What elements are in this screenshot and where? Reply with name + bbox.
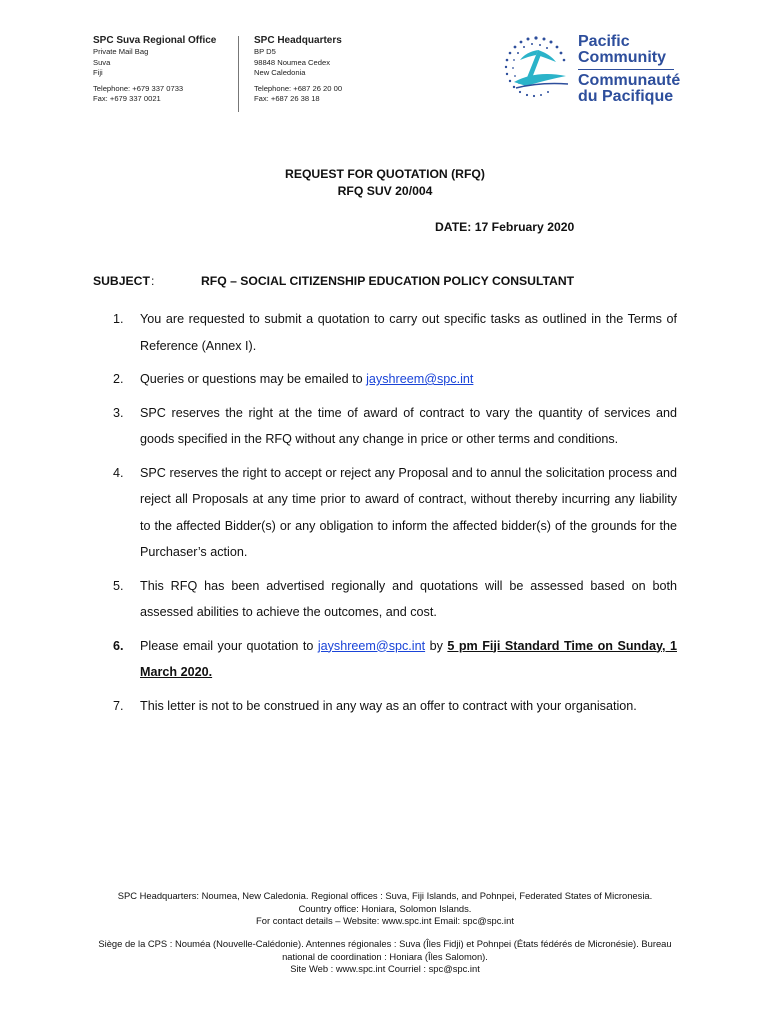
list-item-text: Queries or questions may be emailed to: [140, 372, 367, 386]
subject-label: SUBJECT: [93, 274, 150, 288]
footer-english: [0, 890, 770, 928]
document-title: REQUEST FOR QUOTATION (RFQ): [285, 167, 485, 181]
list-item-number: 4.: [113, 465, 124, 480]
document-date: DATE: 17 February 2020: [435, 220, 575, 234]
instructions-list: [113, 306, 677, 726]
letterhead-divider: [238, 36, 239, 112]
document-heading: [0, 166, 770, 200]
list-item-text: You are requested to submit a quotation to carry out specific tasks as outlined in the Terms of Reference (Annex I).: [140, 312, 677, 353]
hq-office-address: [254, 34, 342, 105]
submission-deadline: 5 pm Fiji Standard Time on Sunday, 1 March 2020.: [140, 638, 677, 679]
list-item-text: Please email your quotation to: [140, 638, 318, 653]
footer-line: national de coordination : Honiara (Îles Salomon).: [282, 950, 488, 962]
pacific-community-logo: [496, 32, 696, 104]
suva-telephone: Telephone: +679 337 0733: [93, 83, 184, 93]
subject-value: RFQ – SOCIAL CITIZENSHIP EDUCATION POLICY CONSULTANT: [201, 274, 575, 288]
subject-row: [93, 274, 575, 288]
footer-line: Country office: Honiara, Solomon Islands.: [298, 902, 472, 914]
list-item-text: SPC reserves the right to accept or reject any Proposal and to annul the solicitation process and reject all Proposals at any time prior to award of contract, without thereby incurring any liability to the affected Bidder(s) or any obligation to inform the affected bidder(s) of the grounds for the Purchaser’s action.: [140, 465, 677, 559]
list-item-number: 7.: [113, 698, 124, 713]
list-item-text: This RFQ has been advertised regionally and quotations will be assessed based on both assessed abilities to achieve the outcomes, and cost.: [140, 578, 677, 619]
footer-line: Site Web : www.spc.int Courriel : spc@spc.int: [290, 963, 480, 975]
email-link[interactable]: jayshreem@spc.int: [317, 638, 426, 653]
footer-line: SPC Headquarters: Noumea, New Caledonia. Regional offices : Suva, Fiji Islands, and Pohnpei, Federated States of Micronesia.: [117, 890, 653, 901]
hq-address-line: New Caledonia: [254, 68, 306, 78]
list-item-number: 6.: [113, 638, 124, 653]
list-item: [113, 400, 677, 453]
suva-office-title: SPC Suva Regional Office: [93, 35, 217, 46]
suva-address-line: Suva: [93, 57, 111, 67]
suva-address-line: Fiji: [93, 68, 103, 78]
footer-line: Siège de la CPS : Nouméa (Nouvelle-Calédonie). Antennes régionales : Suva (Îles Fidji) et Pohnpei (États fédérés de Micronésie). Bureau: [98, 938, 672, 949]
list-item-number: 2.: [113, 372, 124, 386]
suva-office-address: [93, 34, 216, 105]
suva-fax: Fax: +679 337 0021: [93, 94, 161, 104]
pacific-community-emblem-icon: [496, 32, 576, 104]
logo-text-en-2: Community: [578, 49, 666, 66]
list-item: [113, 306, 677, 359]
rfq-reference: RFQ SUV 20/004: [337, 184, 433, 198]
hq-telephone: Telephone: +687 26 20 00: [254, 83, 343, 93]
email-link[interactable]: jayshreem@spc.int: [366, 372, 474, 386]
list-item-number: 3.: [113, 405, 124, 420]
list-item: [113, 693, 677, 720]
suva-address-line: Private Mail Bag: [93, 47, 149, 56]
list-item-text: by: [425, 638, 448, 653]
hq-address-line: 98848 Noumea Cedex: [254, 57, 330, 67]
footer-french: [0, 938, 770, 976]
list-item-number: 5.: [113, 578, 124, 593]
logo-text-fr-1: Communauté: [578, 72, 681, 89]
list-item-text: This letter is not to be construed in any way as an offer to contract with your organisation.: [140, 698, 637, 713]
hq-address-line: BP D5: [254, 47, 276, 56]
list-item: [113, 573, 677, 626]
hq-office-title: SPC Headquarters: [254, 35, 342, 46]
footer-line: For contact details – Website: www.spc.int Email: spc@spc.int: [256, 915, 514, 927]
list-item-number: 1.: [113, 312, 124, 326]
logo-rule: [578, 69, 674, 70]
logo-text-fr-2: du Pacifique: [578, 88, 674, 105]
list-item: [113, 366, 677, 393]
hq-fax: Fax: +687 26 38 18: [254, 94, 320, 104]
list-item: [113, 633, 677, 686]
subject-colon: :: [151, 274, 155, 288]
list-item-text: SPC reserves the right at the time of award of contract to vary the quantity of services and goods specified in the RFQ without any change in price or other terms and conditions.: [140, 405, 677, 446]
logo-text-en-1: Pacific: [578, 33, 630, 50]
list-item: [113, 460, 677, 566]
